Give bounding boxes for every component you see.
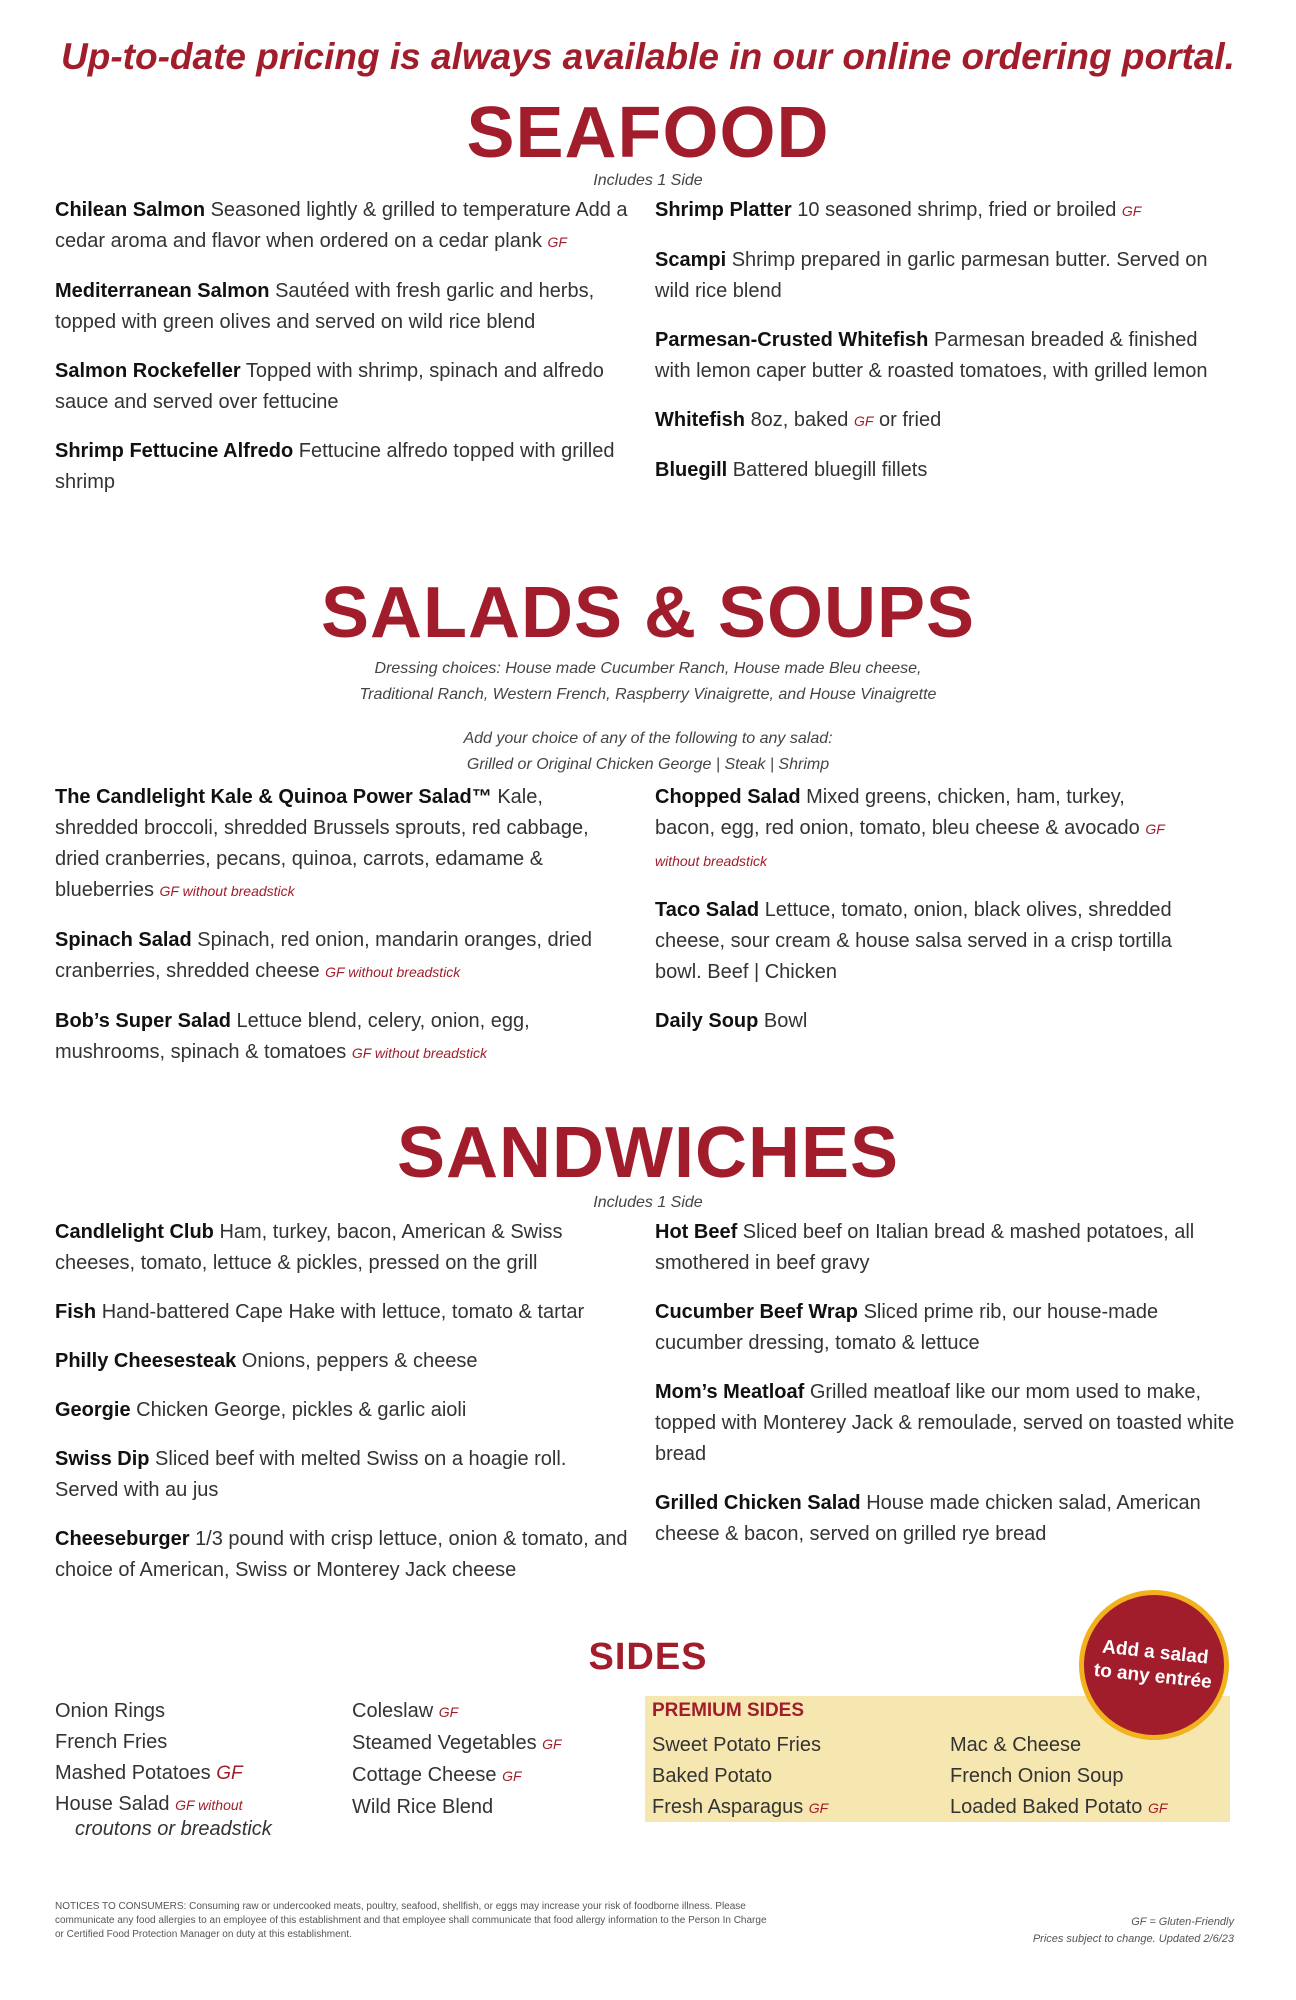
seafood-title: SEAFOOD	[466, 93, 830, 173]
premium-column-1	[652, 1730, 932, 1824]
menu-item-name: Chopped Salad	[655, 786, 801, 808]
menu-item-desc: Spinach, red onion, mandarin oranges, dried cranberries, shredded cheese	[55, 929, 592, 982]
menu-item-name: Cucumber Beef Wrap	[655, 1301, 859, 1323]
menu-item-name: Mediterranean Salmon	[55, 280, 270, 302]
gf-tag: GF without	[175, 1797, 243, 1813]
side-name: Mashed Potatoes	[55, 1762, 211, 1784]
menu-item	[655, 195, 1235, 227]
menu-item-desc: Grilled meatloaf like our mom used to make, topped with Monterey Jack & remoulade, served on toasted white bread	[655, 1381, 1235, 1465]
side-name: Fresh Asparagus	[652, 1796, 804, 1818]
seafood-note: Includes 1 Side	[593, 172, 703, 189]
menu-item-desc-after: or fried	[879, 409, 942, 431]
menu-item-desc: House made chicken salad, American cheese & bacon, served on grilled rye bread	[655, 1492, 1201, 1545]
menu-item-desc: Sautéed with fresh garlic and herbs, topped with green olives and served on wild rice blend	[55, 280, 595, 333]
gf-tag: GF	[502, 1768, 522, 1784]
menu-item	[55, 356, 635, 418]
gf-tag: GF	[438, 1704, 459, 1720]
side-name: Loaded Baked Potato	[950, 1796, 1143, 1818]
premium-sides-title: PREMIUM SIDES	[652, 1700, 805, 1721]
side-name: Cottage Cheese	[352, 1764, 497, 1786]
menu-item-desc: Hand-battered Cape Hake with lettuce, tomato & tartar	[101, 1301, 585, 1323]
salads-right-column	[655, 782, 1175, 1055]
menu-item-desc: Chicken George, pickles & garlic aioli	[136, 1399, 467, 1421]
sides-title: SIDES	[588, 1636, 708, 1678]
seafood-right-column	[655, 195, 1235, 504]
menu-item-name: Cheeseburger	[55, 1528, 190, 1550]
sandwiches-left-column	[55, 1217, 635, 1604]
menu-item-name: Swiss Dip	[55, 1448, 150, 1470]
gf-tag: GF	[853, 413, 874, 429]
gf-tag: GF without breadstick	[655, 821, 1165, 869]
menu-item-desc: Onions, peppers & cheese	[241, 1350, 478, 1372]
menu-item	[55, 1297, 635, 1328]
side-name: Baked Potato	[652, 1765, 773, 1787]
gf-tag: GF	[542, 1736, 562, 1752]
side-item	[950, 1761, 1230, 1792]
side-item	[352, 1728, 632, 1760]
menu-item-name: Hot Beef	[655, 1221, 738, 1243]
sandwiches-right-column	[655, 1217, 1235, 1568]
menu-item-desc: Lettuce blend, celery, onion, egg, mushrooms, spinach & tomatoes	[55, 1010, 530, 1063]
menu-item-desc: Sliced prime rib, our house-made cucumber dressing, tomato & lettuce	[655, 1301, 1159, 1354]
menu-item	[55, 1006, 600, 1069]
menu-item	[655, 1006, 1175, 1037]
side-name: Steamed Vegetables	[352, 1732, 537, 1754]
side-item	[652, 1730, 932, 1761]
menu-item-name: Shrimp Platter	[655, 199, 792, 221]
add-line-1: Add your choice of any of the following to any salad:	[463, 730, 833, 747]
side-item	[55, 1696, 335, 1727]
gf-tag: GF	[216, 1763, 243, 1784]
menu-item-desc: Sliced beef on Italian bread & mashed potatoes, all smothered in beef gravy	[655, 1221, 1195, 1274]
salads-title: SALADS & SOUPS	[320, 573, 976, 653]
gf-tag: GF without breadstick	[351, 1045, 487, 1061]
side-item	[352, 1696, 632, 1728]
menu-item	[655, 1297, 1235, 1359]
menu-item	[55, 1217, 635, 1279]
sides-column-1	[55, 1696, 335, 1840]
menu-item	[655, 1217, 1235, 1279]
menu-item-name: The Candlelight Kale & Quinoa Power Salad™	[55, 786, 492, 808]
side-name: French Fries	[55, 1731, 168, 1753]
menu-item-desc: Mixed greens, chicken, ham, turkey, bacon, egg, red onion, tomato, bleu cheese & avocado	[655, 786, 1140, 839]
gf-tag: GF	[808, 1800, 829, 1816]
gf-tag: GF	[547, 234, 567, 250]
gf-tag: GF without breadstick	[159, 883, 295, 899]
menu-item	[55, 1346, 635, 1377]
menu-item-desc: 1/3 pound with crisp lettuce, onion & tomato, and choice of American, Swiss or Monterey Jack cheese	[55, 1528, 628, 1581]
side-item	[652, 1761, 932, 1792]
menu-item	[55, 436, 635, 498]
menu-item-name: Candlelight Club	[55, 1221, 214, 1243]
menu-item-name: Fish	[55, 1301, 97, 1323]
menu-item-desc: Sliced beef with melted Swiss on a hoagie roll. Served with au jus	[55, 1448, 567, 1501]
menu-item-desc: Seasoned lightly & grilled to temperature Add a cedar aroma and flavor when ordered on a cedar plank	[55, 199, 628, 252]
menu-item-desc: Shrimp prepared in garlic parmesan butter. Served on wild rice blend	[655, 249, 1208, 302]
footer-legend	[1033, 1914, 1234, 1948]
menu-item-name: Parmesan-Crusted Whitefish	[655, 329, 929, 351]
menu-item	[655, 895, 1175, 988]
menu-item-desc: Parmesan breaded & finished with lemon caper butter & roasted tomatoes, with grilled lemon	[655, 329, 1208, 382]
updated-note: Prices subject to change. Updated 2/6/23	[1032, 1933, 1234, 1945]
menu-item-desc: 10 seasoned shrimp, fried or broiled	[797, 199, 1117, 221]
menu-item-name: Bob’s Super Salad	[55, 1010, 231, 1032]
menu-item-name: Bluegill	[655, 459, 728, 481]
menu-item	[655, 325, 1235, 387]
menu-item-name: Whitefish	[655, 409, 745, 431]
menu-item	[655, 782, 1175, 877]
sides-column-2	[352, 1696, 632, 1823]
menu-item-desc: Lettuce, tomato, onion, black olives, shredded cheese, sour cream & house salsa served in a crisp tortilla bowl. Beef | Chicken	[655, 899, 1172, 983]
menu-item-name: Philly Cheesesteak	[55, 1350, 237, 1372]
menu-item-desc: 8oz, baked	[750, 409, 849, 431]
menu-item	[55, 782, 600, 907]
menu-item-name: Spinach Salad	[55, 929, 192, 951]
gf-tag-continued: croutons or breadstick	[75, 1818, 272, 1840]
side-item	[950, 1730, 1230, 1761]
side-item	[55, 1789, 335, 1840]
menu-item-name: Daily Soup	[655, 1010, 759, 1032]
side-item	[352, 1760, 632, 1792]
side-item	[652, 1792, 932, 1824]
salads-left-column	[55, 782, 600, 1087]
menu-item-desc: Kale, shredded broccoli, shredded Brussels sprouts, red cabbage, dried cranberries, pecans, quinoa, carrots, edamame & blueberries	[55, 786, 589, 901]
side-item	[55, 1727, 335, 1758]
sandwiches-note: Includes 1 Side	[593, 1194, 703, 1211]
menu-item-desc: Battered bluegill fillets	[732, 459, 928, 481]
menu-item	[655, 455, 1235, 486]
menu-item-desc: Fettucine alfredo topped with grilled shrimp	[55, 440, 615, 493]
gf-tag: GF without breadstick	[325, 964, 461, 980]
add-line-2: Grilled or Original Chicken George | Steak | Shrimp	[466, 756, 830, 773]
consumer-notice: NOTICES TO CONSUMERS: Consuming raw or undercooked meats, poultry, seafood, shellfish, or eggs may increase your risk of foodborne illness. Please communicate any food allergies to an employee of this establishment and that employee shall communicate that food allergy information to the Person In Charge or Certified Food Protection Manager on duty at this establishment.	[55, 1901, 767, 1940]
gf-tag: GF	[1147, 1800, 1168, 1816]
menu-item	[55, 1444, 635, 1506]
side-name: French Onion Soup	[950, 1765, 1124, 1787]
menu-item-name: Taco Salad	[655, 899, 760, 921]
menu-item	[55, 1524, 635, 1586]
menu-item-desc: Bowl	[763, 1010, 808, 1032]
premium-column-2	[950, 1730, 1230, 1824]
side-name: Onion Rings	[55, 1700, 166, 1722]
badge-text: Add a salad to any entrée	[1092, 1636, 1213, 1694]
menu-item	[655, 405, 1235, 437]
menu-item-name: Salmon Rockefeller	[55, 360, 241, 382]
menu-item-desc: Topped with shrimp, spinach and alfredo sauce and served over fettucine	[55, 360, 604, 413]
sandwiches-title: SANDWICHES	[396, 1113, 899, 1193]
side-item	[352, 1792, 632, 1823]
menu-item-name: Georgie	[55, 1399, 131, 1421]
dressing-line-2: Traditional Ranch, Western French, Raspberry Vinaigrette, and House Vinaigrette	[359, 686, 937, 703]
dressing-line-1: Dressing choices: House made Cucumber Ranch, House made Bleu cheese,	[374, 660, 922, 677]
seafood-left-column	[55, 195, 635, 516]
menu-item	[655, 245, 1235, 307]
side-name: Wild Rice Blend	[352, 1796, 494, 1818]
menu-item-name: Chilean Salmon	[55, 199, 206, 221]
menu-item-desc: Ham, turkey, bacon, American & Swiss cheeses, tomato, lettuce & pickles, pressed on the grill	[55, 1221, 563, 1274]
pricing-banner: Up-to-date pricing is always available in our online ordering portal.	[61, 36, 1235, 77]
menu-item-name: Grilled Chicken Salad	[655, 1492, 861, 1514]
side-name: Coleslaw	[352, 1700, 434, 1722]
gf-tag: GF	[1121, 203, 1142, 219]
side-name: Sweet Potato Fries	[652, 1734, 821, 1756]
side-item	[55, 1758, 335, 1789]
menu-item-name: Shrimp Fettucine Alfredo	[55, 440, 294, 462]
menu-item-name: Scampi	[655, 249, 727, 271]
menu-item-name: Mom’s Meatloaf	[655, 1381, 805, 1403]
side-name: House Salad	[55, 1793, 170, 1815]
menu-item	[55, 1395, 635, 1426]
menu-item	[55, 276, 635, 338]
side-name: Mac & Cheese	[950, 1734, 1082, 1756]
side-item	[950, 1792, 1230, 1824]
menu-item	[55, 925, 600, 988]
menu-item	[55, 195, 635, 258]
menu-item	[655, 1377, 1235, 1470]
gf-legend: GF = Gluten-Friendly	[1131, 1916, 1234, 1928]
menu-item	[655, 1488, 1235, 1550]
